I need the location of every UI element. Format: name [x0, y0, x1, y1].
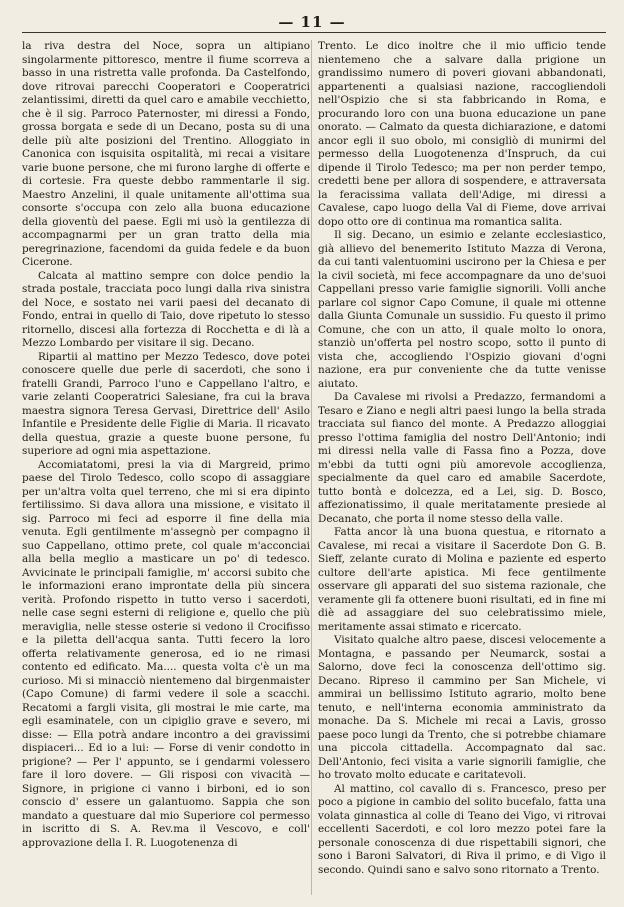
left-column: [22, 40, 310, 850]
column-divider: [311, 40, 312, 895]
paragraph: Visitato qualche altro paese, discesi velocemente a Montagna, e passando per Neumarck, sostai a Salorno, dove feci la conoscenza dell'ottimo sig. Decano. Ripreso il cammino per San Michele, vi ammirai un bellissimo Istituto agrario, molto bene tenuto, e nell'interna economia amministrato da monache. Da S. Michele mi recai a Lavis, grosso paese poco lungi da Trento, che si potrebbe chiamare una piccola cittadella. Accompagnato dal sac. Dell'Antonio, feci visita a varie signorili famiglie, che ho trovato molto educate e caritatevoli.: [318, 634, 606, 781]
paragraph: Calcata al mattino sempre con dolce pendio la strada postale, tracciata poco lungi dalla riva sinistra del Noce, e sostato nei varii paesi del decanato di Fondo, entrai in quello di Taio, dove ripetuto lo stesso ritornello, discesi alla fortezza di Rocchetta e di là a Mezzo Lombardo per visitare il sig. Decano.: [22, 269, 310, 349]
paragraph: Trento. Le dico inoltre che il mio ufficio tende nientemeno che a salvare dalla prigione un grandissimo numero di poveri giovani abbandonati, appartenenti a qualsiasi nazione, raccogliendoli nell'Ospizio che si sta fabbricando in Roma, e procurando loro con una buona educazione un pane onorato. — Calmato da questa dichiarazione, e datomi ancor egli il suo obolo, mi consigliò di munirmi del permesso della Luogotenenza d'Inspruch, da cui dipende il Tirolo Tedesco; ma per non perder tempo, credetti bene per allora di sospendere, e attraversata la feracissima vallata dell'Adige, mi diressi a Cavalese, capo luogo della Val di Fieme, dove arrivai dopo otto ore di continua ma romantica salita.: [318, 40, 606, 228]
right-column: [318, 40, 606, 877]
paragraph: Il sig. Decano, un esimio e zelante ecclesiastico, già allievo del benemerito Istituto Mazza di Verona, da cui tanti valentuomini uscirono per la Chiesa e per la civil società, mi fece accompagnare da uno de'suoi Cappellani presso varie famiglie signorili. Volli anche parlare col signor Capo Comune, il quale mi ottenne dalla Giunta Comunale un sussidio. Fu questo il primo Comune, che con un atto, il quale molto lo onora, stanziò un'offerta pel nostro scopo, sotto il punto di vista che, accogliendo l'Ospizio giovani d'ogni nazione, era pur conveniente che da tutte venisse aiutato.: [318, 229, 606, 390]
paragraph: Accomiatatomi, presi la via di Margreid, primo paese del Tirolo Tedesco, collo scopo di assaggiare per un'altra volta quel terreno, che mi si era dipinto fertilissimo. Si dava allora una missione, e visitato il sig. Parroco mi feci ad esporre il fine della mia venuta. Egli gentilmente m'assegnò per compagno il suo Cappellano, ottimo prete, col quale m'acconciai alla bella meglio a masticare un po' di tedesco. Avvicinate le principali famiglie, m' accorsi subito che le informazioni erano improntate della più sincera verità. Profondo rispetto in tutto verso i sacerdoti, nelle case segni esterni di religione e, quello che più meraviglia, nelle stesse osterie si vedono il Crocifisso e la piletta dell'acqua santa. Tutti fecero la loro offerta relativamente generosa, ed io ne rimasi contento ed edificato. Ma.... questa volta c'è un ma curioso. Mi si minacciò nientemeno dal birgenmaister (Capo Comune) di farmi vedere il sole a scacchi. Recatomi a fargli visita, gli mostrai le mie carte, ma egli esaminatele, con un cipiglio grave e severo, mi disse: — Ella potrà andare incontro a dei gravissimi dispiaceri... Ed io a lui: — Forse di venir condotto in prigione? — Per l' appunto, se i gendarmi volessero fare il loro dovere. — Gli risposi con vivacità — Signore, in prigione ci vanno i birboni, ed io son conscio d' essere un galantuomo. Sappia che son mandato a questuare dal mio Superiore col permesso in iscritto di S. A. Rev.ma il Vescovo, e coll' approvazione della I. R. Luogotenenza di: [22, 458, 310, 849]
page-number: — 11 —: [278, 13, 346, 31]
paragraph: Al mattino, col cavallo di s. Francesco, preso per poco a pigione in cambio del solito bucefalo, fatta una volata ginnastica al colle di Teano dei Vigo, vi ritrovai eccellenti Sacerdoti, e col loro mezzo potei fare la personale conoscenza di due rispettabili signori, che sono i Baroni Salvatori, di Riva il primo, e di Vigo il secondo. Quindi sano e salvo sono ritornato a Trento.: [318, 782, 606, 876]
header-rule: [22, 32, 606, 33]
paragraph: la riva destra del Noce, sopra un altipiano singolarmente pittoresco, mentre il fiume scorreva a basso in una ristretta valle profonda. Da Castelfondo, dove ritrovai parecchi Cooperatori e Cooperatrici zelantissimi, diretti da quel caro e amabile vecchietto, che è il sig. Parroco Paternoster, mi diressi a Fondo, grossa borgata e sede di un Decano, posta su di una delle più alte posizioni del Trentino. Alloggiato in Canonica con isquisita ospitalità, mi recai a visitare varie buone persone, che mi furono larghe di offerte e di cortesie. Fra queste debbo rammentarle il sig. Maestro Anzelini, il quale unitamente all'ottima sua consorte s'occupa con zelo alla buona educazione della gioventù del paese. Egli mi usò la gentilezza di accompagnarmi per un gran tratto della mia peregrinazione, facendomi da guida fedele e da buon Cicerone.: [22, 40, 310, 268]
paragraph: Da Cavalese mi rivolsi a Predazzo, fermandomi a Tesaro e Ziano e negli altri paesi lungo la bella strada tracciata sul fianco del monte. A Predazzo alloggiai presso l'ottima famiglia del nostro Dell'Antonio; indi mi diressi nella valle di Fassa fino a Pozza, dove m'ebbi da tutti ogni più amorevole accoglienza, specialmente da quel caro ed amabile Sacerdote, tutto bontà e dolcezza, ed a Lei, sig. D. Bosco, affezionatissimo, il quale meritatamente presiede al Decanato, che porta il nome stesso della valle.: [318, 391, 606, 525]
paragraph: Ripartii al mattino per Mezzo Tedesco, dove potei conoscere quelle due perle di sacerdoti, che sono i fratelli Grandi, Parroco l'uno e Cappellano l'altro, e varie zelanti Cooperatrici Salesiane, fra cui la brava maestra signora Teresa Gervasi, Direttrice dell' Asilo Infantile e Presidente delle Figlie di Maria. Il ricavato della questua, grazie a queste buone persone, fu superiore ad ogni mia aspettazione.: [22, 350, 310, 457]
paragraph: Fatta ancor là una buona questua, e ritornato a Cavalese, mi recai a visitare il Sacerdote Don G. B. Sieff, zelante curato di Molina e paziente ed esperto cultore dell'arte apistica. Mi fece gentilmente osservare gli apparati del suo sistema razionale, che veramente gli fa ottenere buoni risultati, ed in fine mi diè ad assaggiare del suo celebratissimo miele, meritamente assai stimato e ricercato.: [318, 526, 606, 633]
